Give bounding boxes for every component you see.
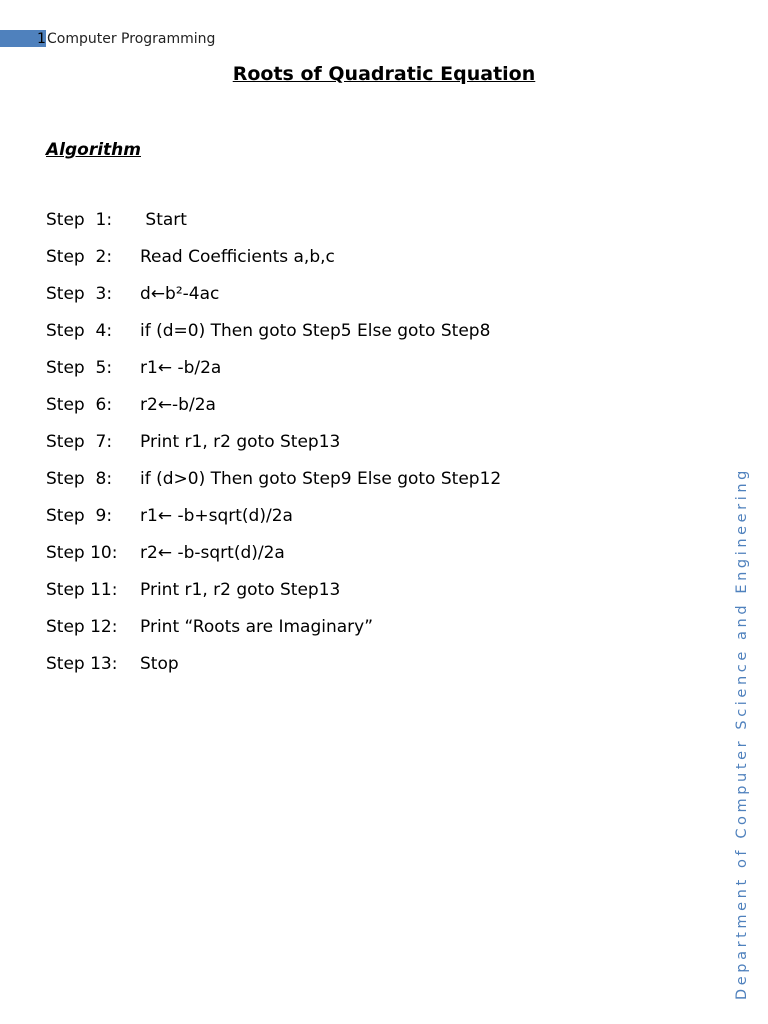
step-row <box>46 209 501 246</box>
step-text: if (d>0) Then goto Step9 Else goto Step12 <box>140 469 502 489</box>
step-text: Read Coefficients a,b,c <box>140 247 335 267</box>
step-row <box>46 394 501 431</box>
step-text: r1← -b+sqrt(d)/2a <box>140 506 293 526</box>
step-text: Start <box>140 210 187 230</box>
step-label: Step 1: <box>46 210 113 230</box>
step-label: Step 10: <box>46 543 118 563</box>
step-label: Step 3: <box>46 284 113 304</box>
step-label: Step 12: <box>46 617 118 637</box>
algorithm-steps-list <box>46 209 501 690</box>
step-row <box>46 653 501 690</box>
step-text: Print r1, r2 goto Step13 <box>140 432 341 452</box>
step-text: Print r1, r2 goto Step13 <box>140 580 341 600</box>
step-text: r2← -b-sqrt(d)/2a <box>140 543 285 563</box>
step-label: Step 11: <box>46 580 118 600</box>
step-label: Step 8: <box>46 469 113 489</box>
step-label: Step 7: <box>46 432 113 452</box>
step-label: Step 6: <box>46 395 113 415</box>
step-row <box>46 320 501 357</box>
step-row <box>46 468 501 505</box>
step-text: r1← -b/2a <box>140 358 222 378</box>
step-text: Stop <box>140 654 179 674</box>
department-side-label: Department of Computer Science and Engineering <box>734 467 750 1000</box>
step-label: Step 13: <box>46 654 118 674</box>
step-label: Step 9: <box>46 506 113 526</box>
header-course-title: Computer Programming <box>47 31 216 47</box>
step-label: Step 2: <box>46 247 113 267</box>
step-text: r2←-b/2a <box>140 395 216 415</box>
step-row <box>46 579 501 616</box>
page-number: 1 <box>37 31 46 47</box>
step-text: Print “Roots are Imaginary” <box>140 617 374 637</box>
step-row <box>46 246 501 283</box>
step-text: if (d=0) Then goto Step5 Else goto Step8 <box>140 321 491 341</box>
step-row <box>46 616 501 653</box>
document-title: Roots of Quadratic Equation <box>232 63 536 85</box>
section-heading-algorithm: Algorithm <box>46 140 141 160</box>
step-row <box>46 283 501 320</box>
step-label: Step 4: <box>46 321 113 341</box>
step-row <box>46 357 501 394</box>
step-label: Step 5: <box>46 358 113 378</box>
step-row <box>46 505 501 542</box>
step-text: d←b²-4ac <box>140 284 220 304</box>
step-row <box>46 542 501 579</box>
step-row <box>46 431 501 468</box>
